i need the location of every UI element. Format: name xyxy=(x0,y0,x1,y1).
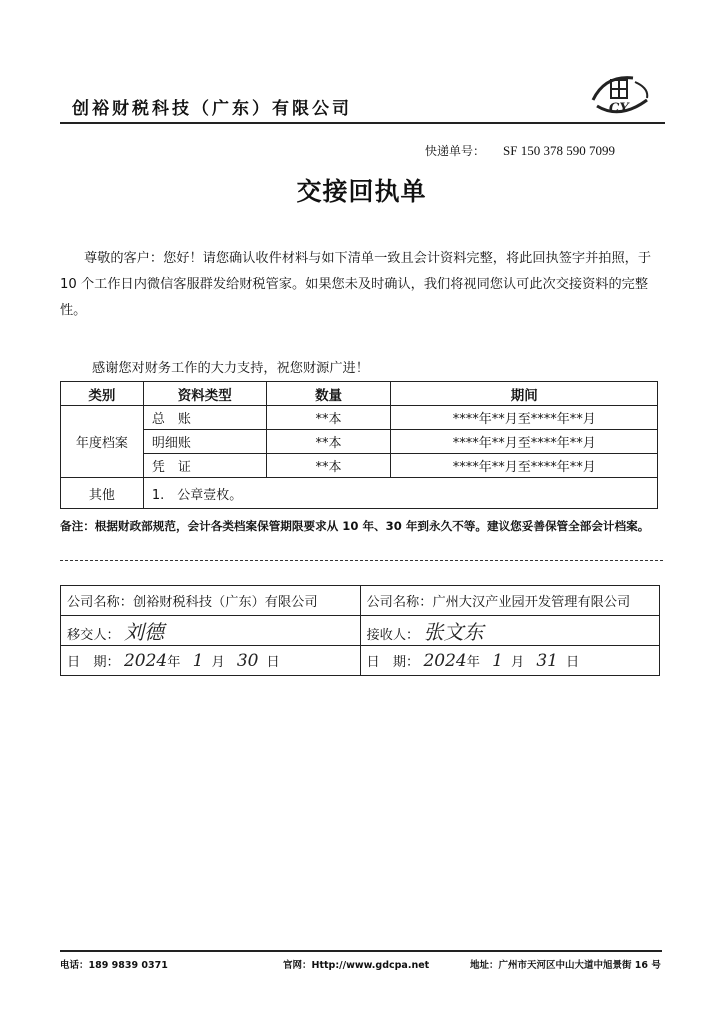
day-unit: 日 xyxy=(565,654,580,670)
sender-company-value: 创裕财税科技（广东）有限公司 xyxy=(132,595,318,610)
row-qty: **本 xyxy=(266,430,391,454)
sender-date xyxy=(61,646,361,676)
receiver-person xyxy=(360,616,660,646)
table-row xyxy=(61,430,658,454)
tracking-label: 快递单号： xyxy=(425,144,486,158)
remark-note: 备注：根据财政部规范，会计各类档案保管期限要求从 10 年、30 年到永久不等。建议您妥善保管全部会计档案。 xyxy=(60,519,650,533)
sender-date-month: 1 xyxy=(192,650,204,671)
receiver-date-label: 日 期： xyxy=(366,654,420,670)
cy-logo-icon xyxy=(585,70,655,120)
row-type: 明细账 xyxy=(143,430,266,454)
dashed-divider xyxy=(60,560,663,561)
footer-phone: 电话：189 9839 0371 xyxy=(60,960,168,971)
svg-text:CY: CY xyxy=(609,101,629,116)
handover-person-row xyxy=(61,616,660,646)
receiver-person-label: 接收人： xyxy=(366,628,420,643)
row-period: ****年**月至****年**月 xyxy=(391,406,658,430)
handover-table xyxy=(60,585,660,676)
other-value: 1. 公章壹枚。 xyxy=(143,478,657,509)
receiver-date-month: 1 xyxy=(492,650,503,671)
month-unit: 月 xyxy=(211,654,225,670)
sender-company xyxy=(61,586,361,616)
table-row xyxy=(61,406,658,430)
sender-person-label: 移交人： xyxy=(67,628,120,643)
table-row xyxy=(61,454,658,478)
row-type: 凭 证 xyxy=(143,454,266,478)
footer-website: 官网：Http://www.gdcpa.net xyxy=(283,960,430,971)
footer-divider xyxy=(60,950,662,952)
table-row-other xyxy=(61,478,658,509)
header-quantity: 数量 xyxy=(266,382,391,406)
receiver-date-day: 31 xyxy=(536,650,558,671)
receiver-signature: 张文东 xyxy=(423,620,484,644)
materials-table xyxy=(60,381,658,509)
sender-date-year: 2024 xyxy=(123,650,168,671)
handover-company-row xyxy=(61,586,660,616)
header-category: 类别 xyxy=(61,382,144,406)
year-unit: 年 xyxy=(167,654,181,670)
receiver-company-label: 公司名称： xyxy=(366,595,433,610)
header-period: 期间 xyxy=(391,382,658,406)
intro-paragraph: 尊敬的客户：您好！请您确认收件材料与如下清单一致且会计资料完整，将此回执签字并拍照，于 10 个工作日内微信客服群发给财税管家。如果您未及时确认，我们将视同您认可此次交接资料的完整性。 xyxy=(60,251,652,318)
sender-signature: 刘德 xyxy=(123,620,164,644)
footer-address: 地址：广州市天河区中山大道中旭景街 16 号 xyxy=(470,960,661,971)
row-period: ****年**月至****年**月 xyxy=(391,430,658,454)
row-type: 总 账 xyxy=(143,406,266,430)
table-header-row xyxy=(61,382,658,406)
thanks-line: 感谢您对财务工作的大力支持，祝您财源广进！ xyxy=(92,361,369,376)
handover-date-row xyxy=(61,646,660,676)
sender-date-label: 日 期： xyxy=(67,654,120,670)
year-unit: 年 xyxy=(466,654,480,670)
row-qty: **本 xyxy=(266,454,391,478)
tracking-value: SF 150 378 590 7099 xyxy=(503,143,615,158)
company-name-header: 创裕财税科技（广东）有限公司 xyxy=(72,99,352,119)
group-label: 年度档案 xyxy=(61,406,144,478)
receiver-company-value: 广州大汉产业园开发管理有限公司 xyxy=(432,595,631,610)
other-label: 其他 xyxy=(61,478,144,509)
row-period: ****年**月至****年**月 xyxy=(391,454,658,478)
sender-person xyxy=(61,616,361,646)
header-divider xyxy=(60,122,665,124)
sender-date-day: 30 xyxy=(236,650,259,671)
header-type: 资料类型 xyxy=(143,382,266,406)
day-unit: 日 xyxy=(266,654,280,670)
sender-company-label: 公司名称： xyxy=(67,595,133,610)
month-unit: 月 xyxy=(510,654,525,670)
row-qty: **本 xyxy=(266,406,391,430)
receiver-date xyxy=(360,646,660,676)
receiver-company xyxy=(360,586,660,616)
tracking-number xyxy=(425,142,615,159)
receiver-date-year: 2024 xyxy=(423,650,467,671)
document-title: 交接回执单 xyxy=(296,177,427,206)
